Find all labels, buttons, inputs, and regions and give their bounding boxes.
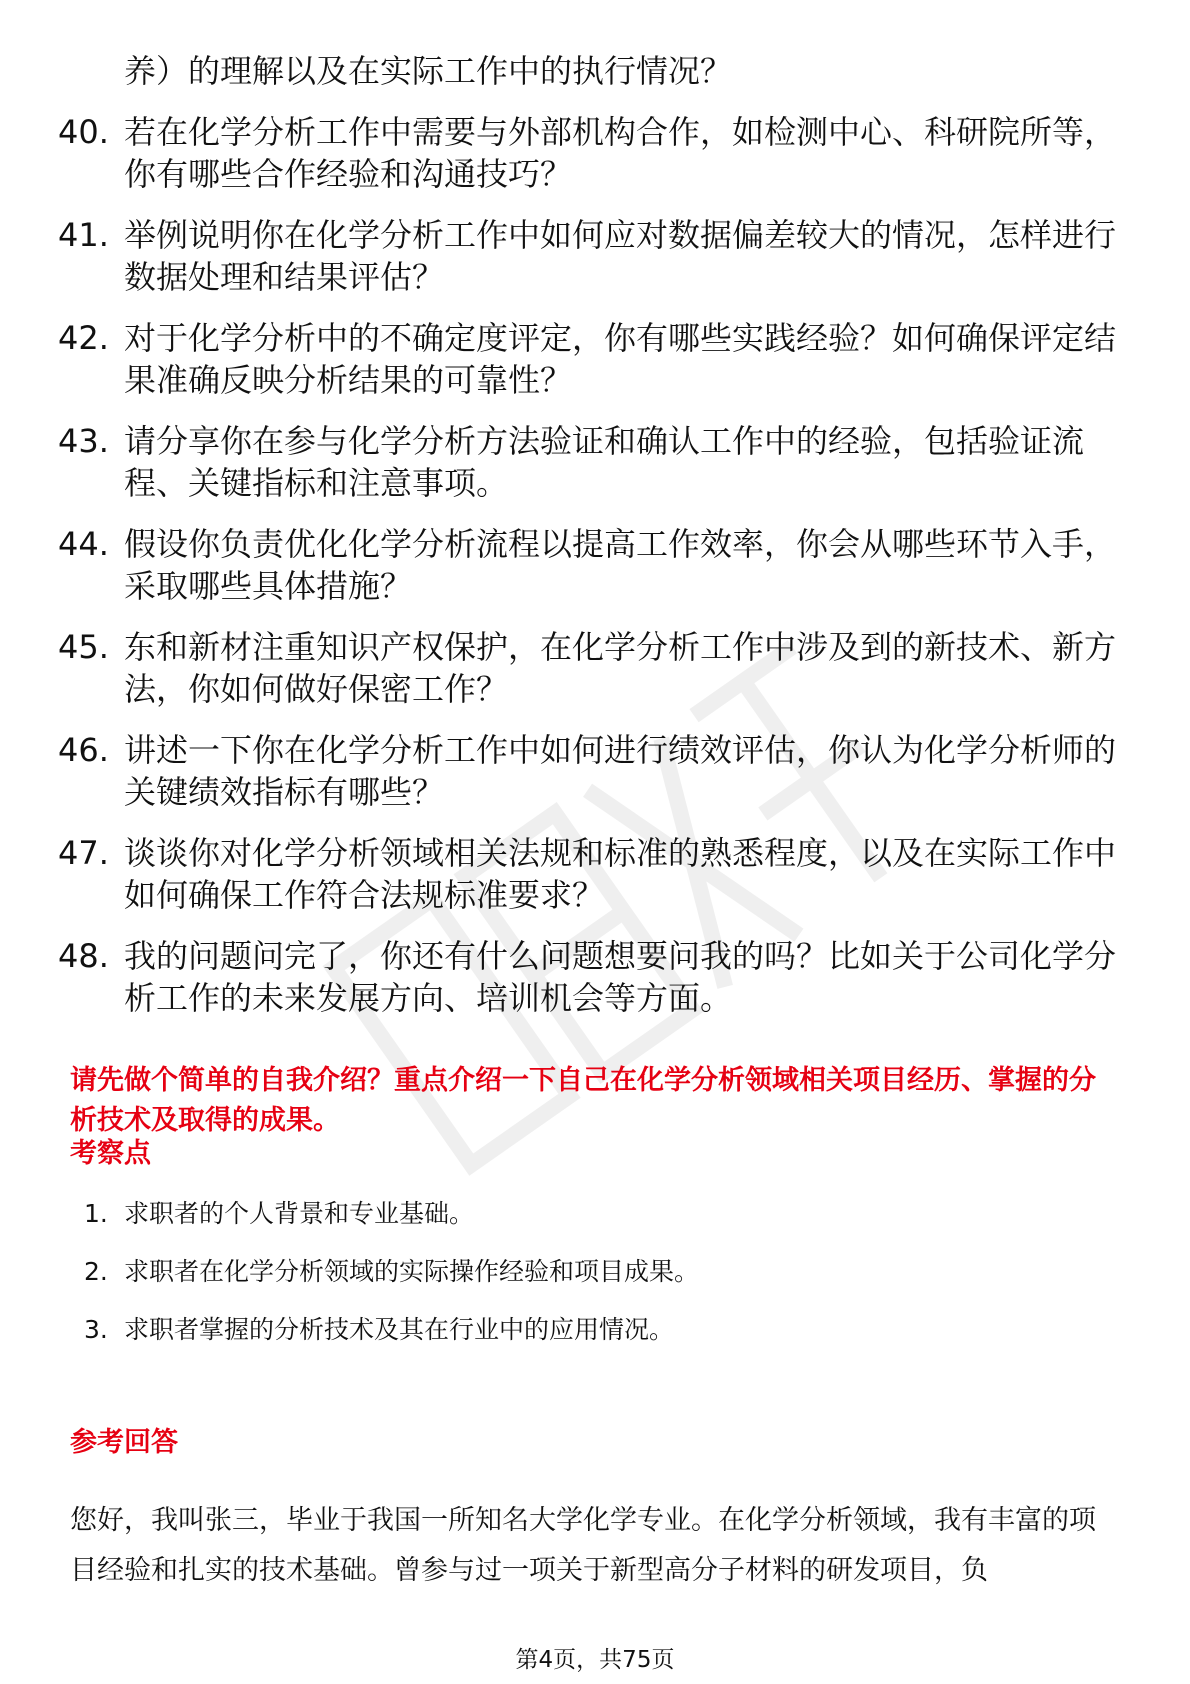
section-headline: 请先做个简单的自我介绍？重点介绍一下自己在化学分析领域相关项目经历、掌握的分析技术及取得的成果。 (70, 1065, 1096, 1136)
list-item-text: 求职者在化学分析领域的实际操作经验和项目成果。 (124, 1257, 700, 1286)
question-number: 40. (58, 113, 109, 151)
exam-points-label: 考察点 (70, 1138, 151, 1169)
question-number: 42. (58, 319, 109, 357)
question-number: 45. (58, 628, 109, 666)
list-item (84, 1312, 1114, 1348)
reference-answer-text: 您好，我叫张三，毕业于我国一所知名大学化学专业。在化学分析领域，我有丰富的项目经验和扎实的技术基础。曾参与过一项关于新型高分子材料的研发项目，负 (70, 1505, 1096, 1586)
question-item (58, 832, 1118, 916)
question-text: 我的问题问完了，你还有什么问题想要问我的吗？比如关于公司化学分析工作的未来发展方向、培训机会等方面。 (124, 937, 1117, 1017)
question-item (58, 420, 1118, 504)
question-number: 47. (58, 834, 109, 872)
list-item-number: 3. (84, 1315, 108, 1344)
question-text: 对于化学分析中的不确定度评定，你有哪些实践经验？如何确保评定结果准确反映分析结果的可靠性？ (124, 319, 1117, 399)
question-item (58, 935, 1118, 1019)
question-item (58, 626, 1118, 710)
question-text: 请分享你在参与化学分析方法验证和确认工作中的经验，包括验证流程、关键指标和注意事项。 (124, 422, 1085, 502)
question-text: 谈谈你对化学分析领域相关法规和标准的熟悉程度，以及在实际工作中如何确保工作符合法规标准要求？ (124, 834, 1117, 914)
question-item (58, 50, 1118, 92)
question-number: 46. (58, 731, 109, 769)
list-item-number: 1. (84, 1199, 108, 1228)
question-number: 43. (58, 422, 109, 460)
list-item (84, 1254, 1114, 1290)
question-text: 东和新材注重知识产权保护，在化学分析工作中涉及到的新技术、新方法，你如何做好保密工作？ (124, 628, 1117, 708)
question-number: 44. (58, 525, 109, 563)
question-text: 举例说明你在化学分析工作中如何应对数据偏差较大的情况，怎样进行数据处理和结果评估？ (124, 216, 1117, 296)
question-item (58, 729, 1118, 813)
question-text: 假设你负责优化化学分析流程以提高工作效率，你会从哪些环节入手，采取哪些具体措施？ (124, 525, 1117, 605)
exam-points-list (84, 1196, 1114, 1370)
question-text: 若在化学分析工作中需要与外部机构合作，如检测中心、科研院所等，你有哪些合作经验和沟通技巧？ (124, 113, 1117, 193)
question-number: 48. (58, 937, 109, 975)
list-item-text: 求职者掌握的分析技术及其在行业中的应用情况。 (124, 1315, 675, 1344)
question-item (58, 111, 1118, 195)
list-item-number: 2. (84, 1257, 108, 1286)
question-list (58, 50, 1118, 1038)
reference-answer-label: 参考回答 (70, 1427, 178, 1458)
question-item (58, 523, 1118, 607)
question-item (58, 317, 1118, 401)
page-footer: 第4页，共75页 (515, 1647, 675, 1673)
question-number: 41. (58, 216, 109, 254)
list-item-text: 求职者的个人背景和专业基础。 (124, 1199, 475, 1228)
question-item (58, 214, 1118, 298)
question-text: 讲述一下你在化学分析工作中如何进行绩效评估，你认为化学分析师的关键绩效指标有哪些？ (124, 731, 1117, 811)
list-item (84, 1196, 1114, 1232)
question-text: 养）的理解以及在实际工作中的执行情况？ (124, 52, 733, 90)
